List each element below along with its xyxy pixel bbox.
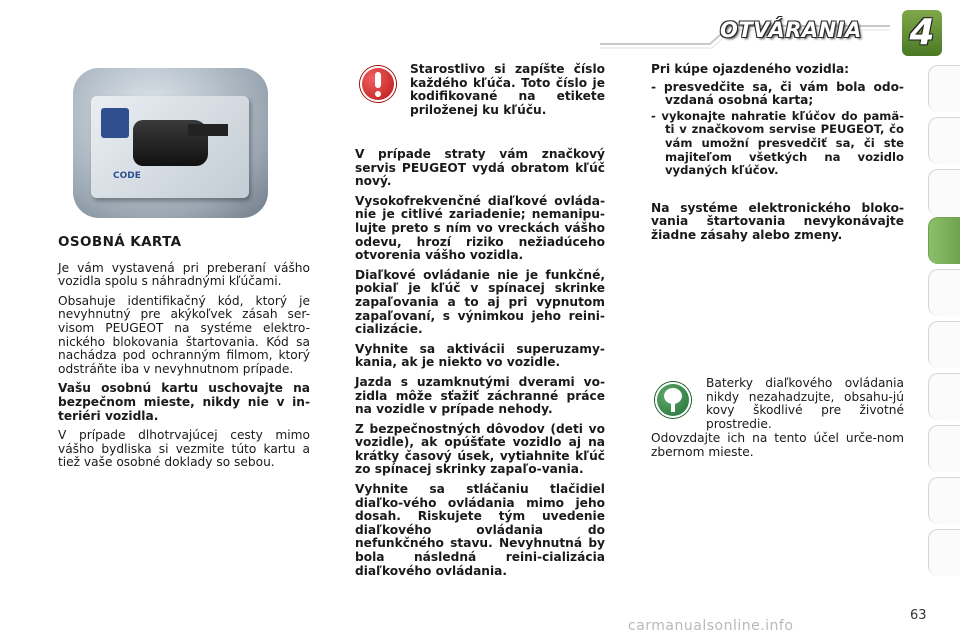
personal-card-photo — [73, 68, 268, 218]
paragraph: Jazda s uzamknutými dverami vo-zidla môže sťažiť záchranné práce na vozidle v prípade nehody. — [355, 374, 605, 417]
paragraph: Je vám vystavená pri preberaní vášho vozidla spolu s náhradnými kľúčami. — [58, 260, 310, 289]
chapter-tab[interactable] — [928, 373, 960, 420]
paragraph-bold: Vašu osobnú kartu uschovajte na bezpečnom mieste, nikdy nie v in-teriéri vozidla. — [58, 381, 310, 423]
chapter-title: OTVÁRANIA — [720, 18, 862, 42]
chapter-tab[interactable] — [928, 529, 960, 576]
chapter-tab[interactable] — [928, 425, 960, 472]
warning-icon — [360, 66, 396, 102]
paragraph: Diaľkové ovládanie nie je funkčné, pokiaľ je kľúč v spínacej skrinke zapaľovania a to aj pri vypnutom zapaľovaní, s výnimkou jeho reini-cializácie. — [355, 267, 605, 337]
list-item: - presvedčite sa, či vám bola odo-vzdaná osobná karta; — [651, 79, 904, 108]
right-column — [651, 63, 904, 249]
environment-note: Baterky diaľkového ovládania nikdy nezahadzujte, obsahu-jú kovy škodlivé pre životné prostredie. — [706, 376, 904, 431]
left-column — [58, 236, 310, 476]
middle-column — [355, 148, 605, 584]
chapter-number-badge: 4 — [902, 10, 942, 56]
paragraph: V prípade dlhotrvajúcej cesty mimo vášho bydliska si vezmite túto kartu a tiež vaše osobné doklady so sebou. — [58, 428, 310, 470]
paragraph: Vysokofrekvenčné diaľkové ovláda-nie je citlivé zariadenie; nemanipu-lujte preto s ním vo vreckách vášho odevu, hrozí riziko nežiadúceho otvorenia vášho vozidla. — [355, 193, 605, 263]
chapter-tab[interactable] — [928, 117, 960, 164]
chapter-tab[interactable] — [928, 269, 960, 316]
paragraph: Na systéme elektronického bloko-vania štartovania nevykonávajte žiadne zásahy alebo zmeny. — [651, 200, 904, 242]
chapter-tab[interactable] — [928, 169, 960, 216]
peugeot-logo — [101, 108, 129, 138]
watermark: carmanualsonline.info — [628, 618, 794, 634]
chapter-tab[interactable] — [928, 477, 960, 524]
environment-icon — [655, 382, 691, 418]
card-code-label: CODE — [113, 171, 141, 181]
chapter-tab-active[interactable] — [928, 217, 960, 264]
paragraph: V prípade straty vám značkový servis PEUGEOT vydá obratom kľúč nový. — [355, 147, 605, 189]
chapter-tab[interactable] — [928, 321, 960, 368]
paragraph: Vyhnite sa stláčaniu tlačidiel diaľko-vého ovládania mimo jeho dosah. Riskujete tým uvedenie diaľkového ovládania do nefunkčného stavu. Nevyhnutná by bola následná reini-cializácia diaľkového ovládania. — [355, 482, 605, 578]
environment-note-2: Odovzdajte ich na tento účel urče-nom zbernom mieste. — [651, 431, 904, 459]
paragraph: Obsahuje identifikačný kód, ktorý je nevyhnutný pre akýkoľvek zásah ser-visom PEUGEOT na systéme elektro-nického blokovania štartovania. Kód sa nachádza pod ochranným filmom, ktorý odstráňte iba v nevyhnutnom prípade. — [58, 293, 310, 376]
paragraph: Z bezpečnostných dôvodov (deti vo vozidle), ak opúšťate vozidlo aj na krátky časový úsek, vytiahnite kľúč zo spínacej skrinky zapaľo-vania. — [355, 421, 605, 477]
warning-note: Starostlivo si zapíšte číslo každého kľúča. Toto číslo je kodifikované na etikete priloženej ku kľúču. — [410, 62, 605, 117]
key-blade — [188, 124, 228, 136]
paragraph: Vyhnite sa aktivácii superuzamy-kania, ak je niekto vo vozidle. — [355, 341, 605, 370]
list-intro: Pri kúpe ojazdeného vozidla: — [651, 62, 850, 76]
section-heading: OSOBNÁ KARTA — [58, 234, 182, 250]
chapter-tabs — [928, 65, 960, 580]
list-item: - vykonajte nahratie kľúčov do pamä-ti v značkovom servise PEUGEOT, čo vám umožní presvedčiť sa, či ste majiteľom všetkých na vozidlo vydaných kľúčov. — [651, 108, 904, 178]
page-number: 63 — [910, 608, 927, 623]
chapter-tab[interactable] — [928, 65, 960, 112]
